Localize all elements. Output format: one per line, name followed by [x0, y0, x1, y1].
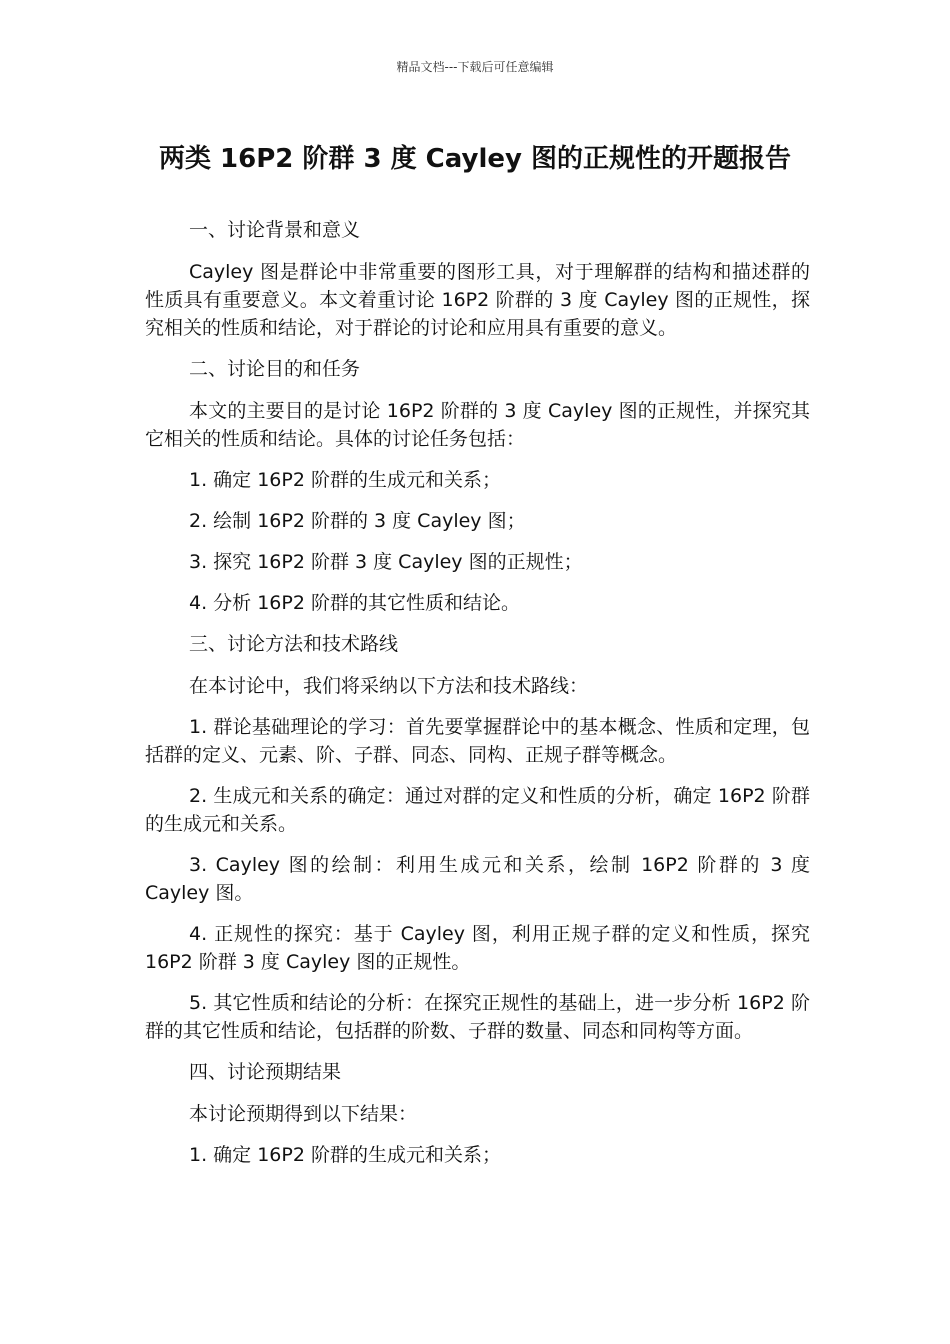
section-heading-results: 四、讨论预期结果 — [189, 1061, 342, 1083]
list-item: 4. 正规性的探究：基于 Cayley 图，利用正规子群的定义和性质，探究 16P2 阶群 3 度 Cayley 图的正规性。 — [145, 923, 810, 973]
document-title: 两类 16P2 阶群 3 度 Cayley 图的正规性的开题报告 — [159, 144, 791, 174]
section-heading-background: 一、讨论背景和意义 — [189, 219, 361, 241]
list-item: 4. 分析 16P2 阶群的其它性质和结论。 — [189, 592, 520, 614]
document-body — [145, 216, 810, 1182]
list-item: 3. Cayley 图的绘制：利用生成元和关系，绘制 16P2 阶群的 3 度 Cayley 图。 — [145, 854, 810, 904]
list-item: 1. 确定 16P2 阶群的生成元和关系； — [189, 469, 501, 491]
list-item: 3. 探究 16P2 阶群 3 度 Cayley 图的正规性； — [189, 551, 583, 573]
section-heading-methods: 三、讨论方法和技术路线 — [189, 633, 399, 655]
list-item: 2. 生成元和关系的确定：通过对群的定义和性质的分析，确定 16P2 阶群的生成元和关系。 — [145, 785, 810, 835]
paragraph-methods-intro: 在本讨论中，我们将采纳以下方法和技术路线： — [189, 675, 589, 697]
paragraph-goals: 本文的主要目的是讨论 16P2 阶群的 3 度 Cayley 图的正规性，并探究其它相关的性质和结论。具体的讨论任务包括： — [145, 400, 810, 450]
section-heading-goals: 二、讨论目的和任务 — [189, 358, 361, 380]
header-note: 精品文档---下载后可任意编辑 — [396, 60, 554, 74]
list-item: 2. 绘制 16P2 阶群的 3 度 Cayley 图； — [189, 510, 526, 532]
list-item: 1. 群论基础理论的学习：首先要掌握群论中的基本概念、性质和定理，包括群的定义、元素、阶、子群、同态、同构、正规子群等概念。 — [145, 716, 810, 766]
paragraph-results-intro: 本讨论预期得到以下结果： — [189, 1103, 418, 1125]
list-item: 1. 确定 16P2 阶群的生成元和关系； — [189, 1144, 501, 1166]
list-item: 5. 其它性质和结论的分析：在探究正规性的基础上，进一步分析 16P2 阶群的其它性质和结论，包括群的阶数、子群的数量、同态和同构等方面。 — [145, 992, 810, 1042]
paragraph-background: Cayley 图是群论中非常重要的图形工具，对于理解群的结构和描述群的性质具有重要意义。本文着重讨论 16P2 阶群的 3 度 Cayley 图的正规性，探究相关的性质和结论，对于群论的讨论和应用具有重要的意义。 — [145, 261, 810, 339]
